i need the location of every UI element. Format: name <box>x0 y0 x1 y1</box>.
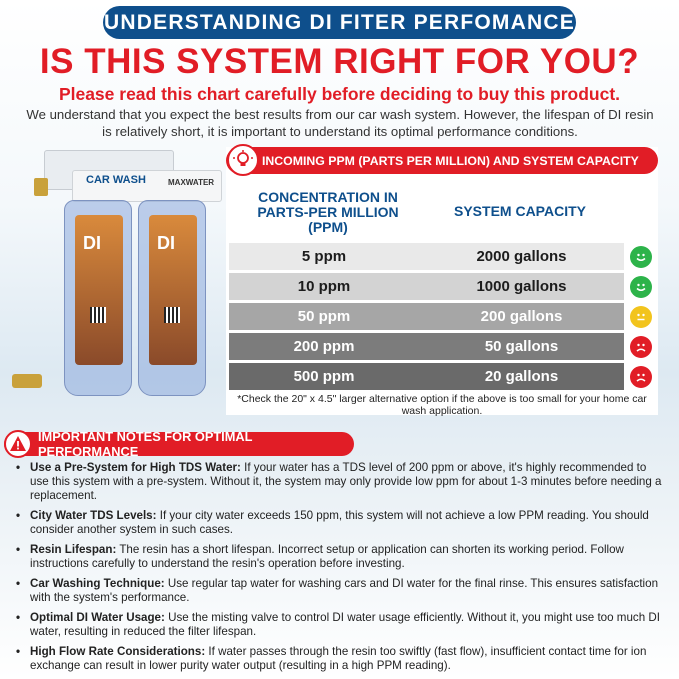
note-text: Use the misting valve to control DI water usage efficiently. Without it, you might use too much DI water, resulting in reduced the filter lifespan. <box>30 611 660 638</box>
smile-face-icon <box>630 276 652 298</box>
column-header-capacity: SYSTEM CAPACITY <box>454 203 586 219</box>
di-cartridge <box>149 215 197 365</box>
product-image <box>8 148 220 408</box>
note-text: Use regular tap water for washing cars and DI water for the final rinse. This ensures satisfaction with the system's performance. <box>30 577 659 604</box>
inlet-fitting <box>34 178 48 196</box>
note-item <box>16 543 664 571</box>
ppm-value: 50 ppm <box>297 308 351 325</box>
title-banner: UNDERSTANDING DI FITER PERFOMANCE <box>103 6 576 39</box>
capacity-row <box>229 303 624 330</box>
ppm-value: 200 ppm <box>293 338 355 355</box>
note-title: City Water TDS Levels: <box>30 509 157 522</box>
qr-code <box>90 307 106 323</box>
note-title: High Flow Rate Considerations: <box>30 645 206 658</box>
capacity-value: 20 gallons <box>484 368 559 385</box>
cartridge-label: DI <box>157 233 175 253</box>
notes-header: IMPORTANT NOTES FOR OPTIMAL PERFORMANCE <box>4 432 354 456</box>
ppm-value: 500 ppm <box>293 368 355 385</box>
headline: IS THIS SYSTEM RIGHT FOR YOU? <box>39 42 640 81</box>
capacity-row <box>229 243 624 270</box>
capacity-row <box>229 363 624 390</box>
qr-code <box>164 307 180 323</box>
sad-face-icon <box>630 336 652 358</box>
notes-list <box>16 461 664 679</box>
capacity-panel-header: INCOMING PPM (PARTS PER MILLION) AND SYSTEM CAPACITY <box>226 147 658 174</box>
warning-icon <box>4 430 32 458</box>
note-item <box>16 509 664 537</box>
cartridge-label: DI <box>83 233 101 253</box>
note-text: If your water has a TDS level of 200 ppm or above, it's highly recommended to use this system with a pre-system. Without it, the system may only provide low ppm for about 1-3 minutes before needing a replacement. <box>30 461 662 502</box>
capacity-value: 2000 gallons <box>476 248 567 265</box>
note-text: The resin has a short lifespan. Incorrect setup or application can shorten its working period. Follow instructions carefully to understand the resin's operation before investing. <box>30 543 624 570</box>
capacity-value: 1000 gallons <box>476 278 567 295</box>
intro-paragraph: We understand that you expect the best results from our car wash system. However, the lifespan of DI resin is relatively short, it is important to understand its optimal performance conditions. <box>26 107 654 139</box>
note-item <box>16 645 664 673</box>
column-header-ppm: CONCENTRATION IN PARTS-PER MILLION (PPM) <box>257 189 399 235</box>
di-cartridge <box>75 215 123 365</box>
lightbulb-icon <box>227 144 259 176</box>
capacity-value: 200 gallons <box>480 308 563 325</box>
note-item <box>16 461 664 503</box>
ppm-value: 10 ppm <box>297 278 351 295</box>
note-text: If water passes through the resin too swiftly (fast flow), insufficient contact time for ion exchange can result in lower purity water output (resulting in a high PPM reading). <box>30 645 647 672</box>
note-title: Use a Pre-System for High TDS Water: <box>30 461 241 474</box>
smile-face-icon <box>630 246 652 268</box>
brand-right: MAXWATER <box>168 178 215 187</box>
note-title: Optimal DI Water Usage: <box>30 611 165 624</box>
quick-connect-fitting <box>12 374 42 388</box>
filter-housing-left <box>64 200 132 396</box>
chart-footnote: *Check the 20" x 4.5" larger alternative option if the above is too small for your home car wash application. <box>237 393 647 417</box>
capacity-row <box>229 273 624 300</box>
note-item <box>16 577 664 605</box>
ppm-value: 5 ppm <box>301 248 347 265</box>
subheadline: Please read this chart carefully before deciding to buy this product. <box>58 84 621 104</box>
note-title: Resin Lifespan: <box>30 543 117 556</box>
note-title: Car Washing Technique: <box>30 577 165 590</box>
filter-housing-right <box>138 200 206 396</box>
note-item <box>16 611 664 639</box>
capacity-value: 50 gallons <box>484 338 559 355</box>
note-text: If your city water exceeds 150 ppm, this system will not achieve a low PPM reading. You should consider another system in such cases. <box>30 509 649 536</box>
sad-face-icon <box>630 366 652 388</box>
neutral-face-icon <box>630 306 652 328</box>
brand-left: CAR WASH <box>86 174 146 186</box>
capacity-row <box>229 333 624 360</box>
